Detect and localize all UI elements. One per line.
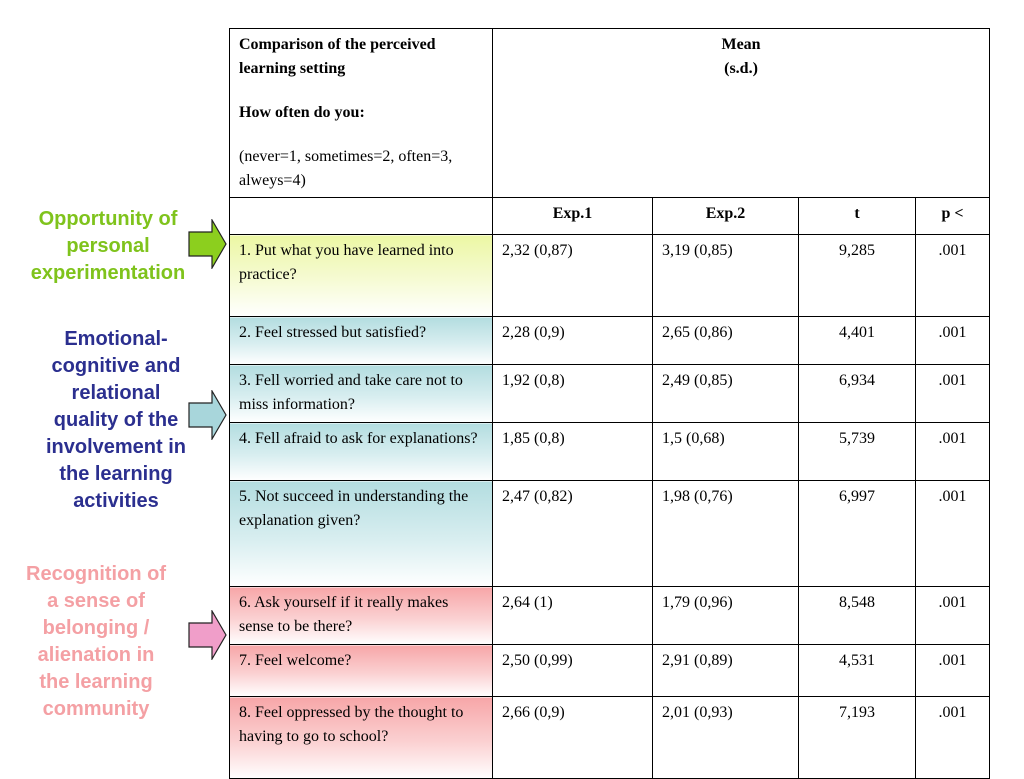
row-exp1: 2,28 (0,9) (493, 317, 653, 365)
row-exp1: 2,66 (0,9) (493, 697, 653, 779)
table-row (230, 317, 990, 365)
arrow-right-icon-pink (188, 610, 228, 660)
header-mean-sd: Mean (s.d.) (493, 29, 990, 198)
row-t: 7,193 (799, 697, 916, 779)
row-p: .001 (916, 235, 990, 317)
column-header-p: p < (916, 198, 990, 235)
row-t: 6,934 (799, 365, 916, 423)
table-row (230, 365, 990, 423)
row-question: 7. Feel welcome? (230, 645, 493, 697)
row-question: 3. Fell worried and take care not to miss information? (230, 365, 493, 423)
row-exp2: 2,49 (0,85) (653, 365, 799, 423)
row-exp2: 1,79 (0,96) (653, 587, 799, 645)
header-question: How often do you: (239, 104, 365, 121)
table-row (230, 645, 990, 697)
row-question: 4. Fell afraid to ask for explanations? (230, 423, 493, 481)
row-t: 4,401 (799, 317, 916, 365)
table-row (230, 697, 990, 779)
row-question: 8. Feel oppressed by the thought to having to go to school? (230, 697, 493, 779)
row-exp1: 1,92 (0,8) (493, 365, 653, 423)
row-exp2: 3,19 (0,85) (653, 235, 799, 317)
column-header-exp2: Exp.2 (653, 198, 799, 235)
header-title: Comparison of the perceived learning setting (239, 36, 436, 77)
row-question: 5. Not succeed in understanding the explanation given? (230, 481, 493, 587)
column-header-t: t (799, 198, 916, 235)
row-question: 1. Put what you have learned into practice? (230, 235, 493, 317)
row-exp1: 1,85 (0,8) (493, 423, 653, 481)
row-exp1: 2,50 (0,99) (493, 645, 653, 697)
category-label-emotional: Emotional- cognitive and relational quality of the involvement in the learning activities (45, 328, 187, 512)
arrow-right-icon-blue (188, 390, 228, 440)
row-t: 8,548 (799, 587, 916, 645)
row-exp1: 2,32 (0,87) (493, 235, 653, 317)
row-exp1: 2,64 (1) (493, 587, 653, 645)
category-label-opportunity: Opportunity of personal experimentation (30, 208, 186, 284)
table-row (230, 423, 990, 481)
table-row (230, 235, 990, 317)
row-question: 6. Ask yourself if it really makes sense to be there? (230, 587, 493, 645)
category-label-recognition: Recognition of a sense of belonging / alienation in the learning community (26, 563, 166, 720)
comparison-table (229, 28, 990, 779)
row-exp2: 2,65 (0,86) (653, 317, 799, 365)
table-header-row (230, 29, 990, 198)
row-t: 9,285 (799, 235, 916, 317)
row-exp2: 2,01 (0,93) (653, 697, 799, 779)
row-t: 4,531 (799, 645, 916, 697)
row-p: .001 (916, 697, 990, 779)
row-exp2: 1,5 (0,68) (653, 423, 799, 481)
header-scale: (never=1, sometimes=2, often=3, alweys=4) (239, 148, 453, 189)
row-question: 2. Feel stressed but satisfied? (230, 317, 493, 365)
column-header-exp1: Exp.1 (493, 198, 653, 235)
row-p: .001 (916, 481, 990, 587)
arrow-right-icon-green (188, 219, 228, 269)
row-p: .001 (916, 317, 990, 365)
table-row (230, 587, 990, 645)
row-exp2: 2,91 (0,89) (653, 645, 799, 697)
column-header-empty (230, 198, 493, 235)
row-p: .001 (916, 423, 990, 481)
row-p: .001 (916, 645, 990, 697)
row-t: 5,739 (799, 423, 916, 481)
header-description-cell (230, 29, 493, 198)
row-exp1: 2,47 (0,82) (493, 481, 653, 587)
row-t: 6,997 (799, 481, 916, 587)
row-exp2: 1,98 (0,76) (653, 481, 799, 587)
row-p: .001 (916, 365, 990, 423)
column-header-row (230, 198, 990, 235)
row-p: .001 (916, 587, 990, 645)
table-row (230, 481, 990, 587)
